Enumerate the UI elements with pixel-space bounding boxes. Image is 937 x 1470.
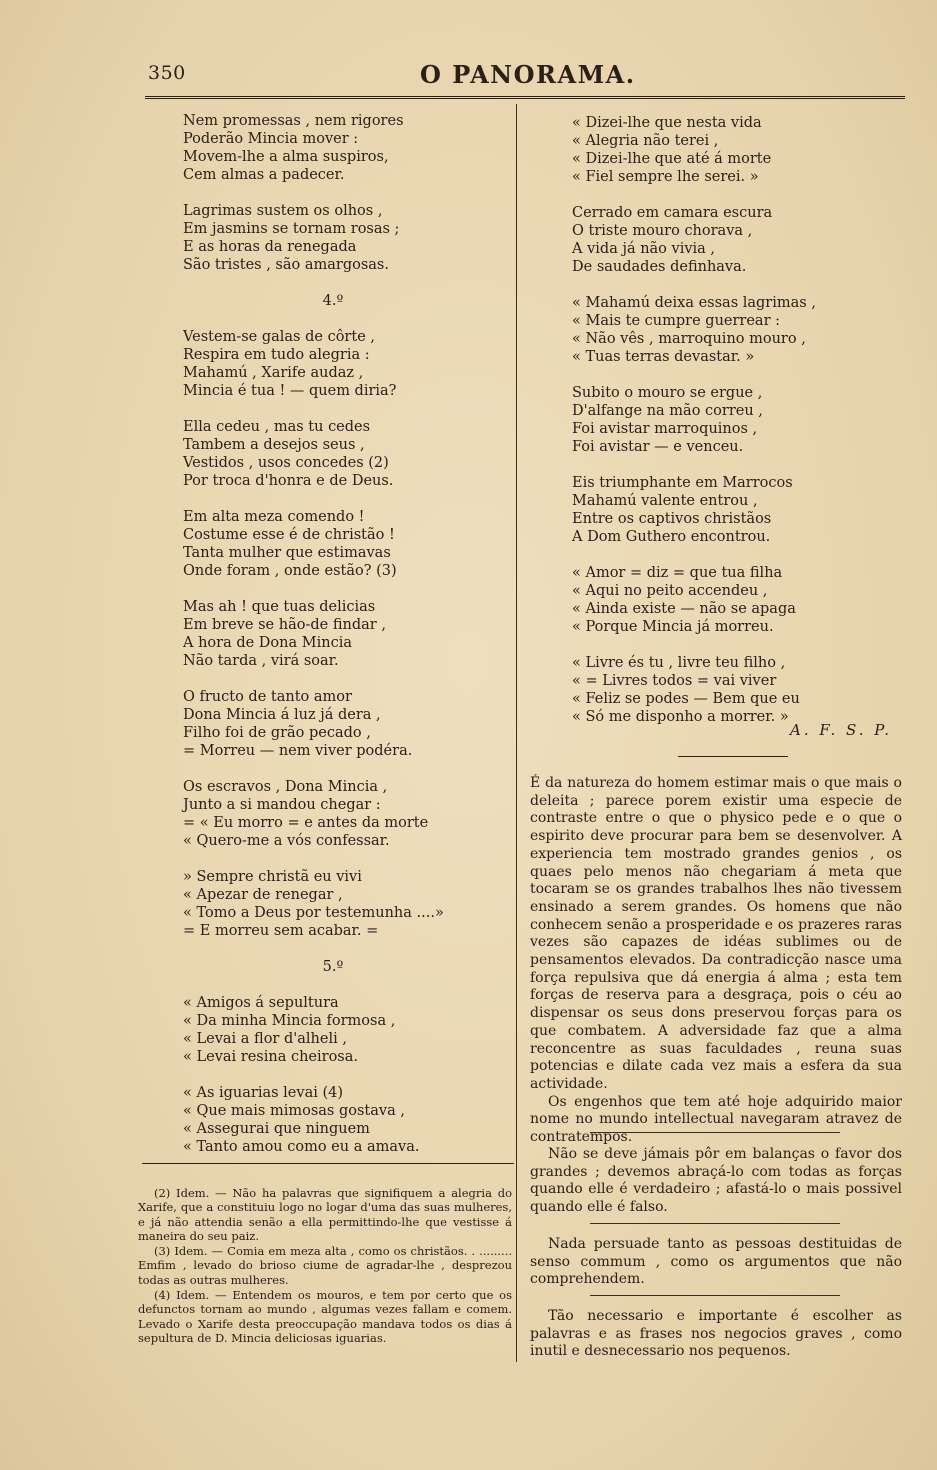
verse-line: « Levai a flor d'alheli , [183,1031,347,1047]
prose-paragraph: Nada persuade tanto as pessoas destituidas de senso commum , como os argumentos que não comprehendem. [530,1236,902,1288]
verse-line: « Livre és tu , livre teu filho , [572,655,786,671]
footnote: (3) Idem. — Comia em meza alta , como os christãos. . ......... Emfim , levado do brioso ciume de agradar-lhe , desprezou todas as outras mulheres. [138,1244,512,1287]
verse-line: São tristes , são amargosas. [183,257,389,273]
footnote: (2) Idem. — Não ha palavras que signifiquem a alegria do Xarife, que a constituiu logo no logar d'uma das suas mulheres, e já não attendia senão a ella permittindo-lhe que vestisse á maneira do seu paiz. [138,1186,512,1243]
verse-line: « Dizei-lhe que até á morte [572,151,772,167]
verse-line: Subito o mouro se ergue , [572,385,763,401]
verse-line: Nem promessas , nem rigores [183,113,404,129]
stanza [183,328,503,400]
verse-line: Onde foram , onde estão? (3) [183,563,397,579]
header-rule [145,96,905,99]
page-number: 350 [148,62,186,84]
verse-line: A Dom Guthero encontrou. [572,529,771,545]
footnote: (4) Idem. — Entendem os mouros, e tem por certo que os defunctos tornam ao mundo , algumas vezes fallam e comem. Levado o Xarife desta preoccupação mandava todos os dias á sepultura de D. Mincia deliciosas iguarias. [138,1288,512,1345]
verse-line: Foi avistar marroquinos , [572,421,758,437]
verse-line: = E morreu sem acabar. = [183,923,379,939]
verse-line: « = Livres todos = vai viver [572,673,777,689]
verse-line: « Porque Mincia já morreu. [572,619,774,635]
right-poem [572,114,892,744]
stanza [572,564,892,636]
verse-line: Por troca d'honra e de Deus. [183,473,394,489]
prose-paragraph: É da natureza do homem estimar mais o que mais o deleita ; parece porem existir uma especie de contraste entre o que o physico pede e o que o espirito deve procurar para bem se desenvolver. A experiencia tem mostrado grandes genios , os quaes pelo menos não chegariam á meta que tocaram se os grandes trabalhos lhes não tivessem ensinado a serem grandes. Os homens que não conhecem senão a prosperidade e os prazeres raras vezes são capazes de idéas sublimes ou de pensamentos elevados. Da contradicção nasce uma força repulsiva que dá energia á alma ; esta tem forças de reserva para a desgraça, pois o céu ao dispensar os seus dons preservou forças para os que combatem. A adversidade faz que a alma reconcentre as suas faculdades , reuna suas potencias e dilate cada vez mais a esfera da sua actividade. [530,775,902,1092]
verse-line: O triste mouro chorava , [572,223,753,239]
separator-rule [590,1132,840,1133]
verse-line: Os escravos , Dona Mincia , [183,779,388,795]
verse-line: Tanta mulher que estimavas [183,545,391,561]
author-signature: A. F. S. P. [790,721,893,739]
verse-line: Costume esse é de christão ! [183,527,395,543]
verse-line: « Da minha Mincia formosa , [183,1013,396,1029]
verse-line: « Só me disponho a morrer. » [572,709,789,725]
verse-line: « Tuas terras devastar. » [572,349,755,365]
verse-line: Dona Mincia á luz já dera , [183,707,381,723]
verse-line: = « Eu morro = e antes da morte [183,815,429,831]
stanza [572,114,892,186]
verse-line: Tambem a desejos seus , [183,437,365,453]
verse-line: « Fiel sempre lhe serei. » [572,169,759,185]
verse-line: Cerrado em camara escura [572,205,773,221]
stanza [183,202,503,274]
verse-line: Filho foi de grão pecado , [183,725,371,741]
verse-line: Em breve se hão-de findar , [183,617,386,633]
stanza [572,474,892,546]
verse-line: Lagrimas sustem os olhos , [183,203,383,219]
verse-line: « Dizei-lhe que nesta vida [572,115,762,131]
verse-line: « Mais te cumpre guerrear : [572,313,781,329]
verse-line: Ella cedeu , mas tu cedes [183,419,371,435]
stanza [183,598,503,670]
verse-line: Cem almas a padecer. [183,167,345,183]
verse-line: = Morreu — nem viver podéra. [183,743,413,759]
verse-line: E as horas da renegada [183,239,357,255]
verse-line: Mas ah ! que tuas delicias [183,599,376,615]
verse-line: « Que mais mimosas gostava , [183,1103,405,1119]
stanza [572,294,892,366]
section-rule [678,756,788,757]
verse-line: Movem-lhe a alma suspiros, [183,149,389,165]
prose-paragraph: Não se deve jámais pôr em balanças o favor dos grandes ; devemos abraçá-lo com todas as forças quando elle é verdadeiro ; afastá-lo o mais possivel quando elle é falso. [530,1146,902,1216]
section-number: 5.º [322,959,344,975]
verse-line: « Amigos á sepultura [183,995,339,1011]
verse-line: « Alegria não terei , [572,133,719,149]
prose-block-favor [530,1146,902,1217]
verse-line: Junto a si mandou chegar : [183,797,381,813]
prose-block-words [530,1308,902,1361]
verse-line: D'alfange na mão correu , [572,403,763,419]
left-poem [183,112,503,1174]
verse-line: Vestidos , usos concedes (2) [183,455,389,471]
verse-line: O fructo de tanto amor [183,689,352,705]
stanza [183,112,503,184]
stanza [183,994,503,1066]
verse-line: « Apezar de renegar , [183,887,343,903]
stanza [183,778,503,850]
verse-line: Em jasmins se tornam rosas ; [183,221,400,237]
verse-line: A vida já não vivia , [572,241,716,257]
verse-line: » Sempre christã eu vivi [183,869,362,885]
prose-paragraph: Os engenhos que tem até hoje adquirido maior nome no mundo intellectual navegaram atravez de contratempos. [530,1093,902,1146]
column-divider [516,104,517,1362]
footnotes-rule [142,1163,514,1164]
stanza [572,384,892,456]
page-title: O PANORAMA. [420,60,636,89]
verse-line: Vestem-se galas de côrte , [183,329,375,345]
verse-line: « Feliz se podes — Bem que eu [572,691,800,707]
separator-rule [590,1223,840,1224]
verse-line: De saudades definhava. [572,259,747,275]
verse-line: « Mahamú deixa essas lagrimas , [572,295,816,311]
verse-line: « Quero-me a vós confessar. [183,833,390,849]
verse-line: Entre os captivos christãos [572,511,772,527]
separator-rule [590,1295,840,1296]
stanza [183,868,503,940]
verse-line: Mahamú valente entrou , [572,493,758,509]
footnotes [138,1186,512,1346]
verse-line: « Tanto amou como eu a amava. [183,1139,420,1155]
verse-line: Mincia é tua ! — quem diria? [183,383,397,399]
verse-line: « Tomo a Deus por testemunha ....» [183,905,444,921]
verse-line: Foi avistar — e venceu. [572,439,744,455]
verse-line: Poderão Mincia mover : [183,131,359,147]
stanza [183,688,503,760]
verse-line: « Levai resina cheirosa. [183,1049,358,1065]
verse-line: « As iguarias levai (4) [183,1085,344,1101]
prose-paragraph: Tão necessario e importante é escolher as palavras e as frases nos negocios graves , como inutil e desnecessario nos pequenos. [530,1308,902,1360]
verse-line: Em alta meza comendo ! [183,509,365,525]
section-number: 4.º [322,293,344,309]
stanza [183,418,503,490]
verse-line: Mahamú , Xarife audaz , [183,365,364,381]
verse-line: « Aqui no peito accendeu , [572,583,768,599]
prose-block-persuasion [530,1236,902,1289]
verse-line: Respira em tudo alegria : [183,347,370,363]
verse-line: A hora de Dona Mincia [183,635,352,651]
stanza [183,1084,503,1156]
verse-line: « Amor = diz = que tua filha [572,565,783,581]
verse-line: « Ainda existe — não se apaga [572,601,796,617]
stanza [572,204,892,276]
stanza [572,654,892,726]
verse-line: Não tarda , virá soar. [183,653,339,669]
verse-line: Eis triumphante em Marrocos [572,475,793,491]
verse-line: « Não vês , marroquino mouro , [572,331,806,347]
stanza [183,508,503,580]
prose-block-genius [530,775,902,1147]
verse-line: « Assegurai que ninguem [183,1121,370,1137]
